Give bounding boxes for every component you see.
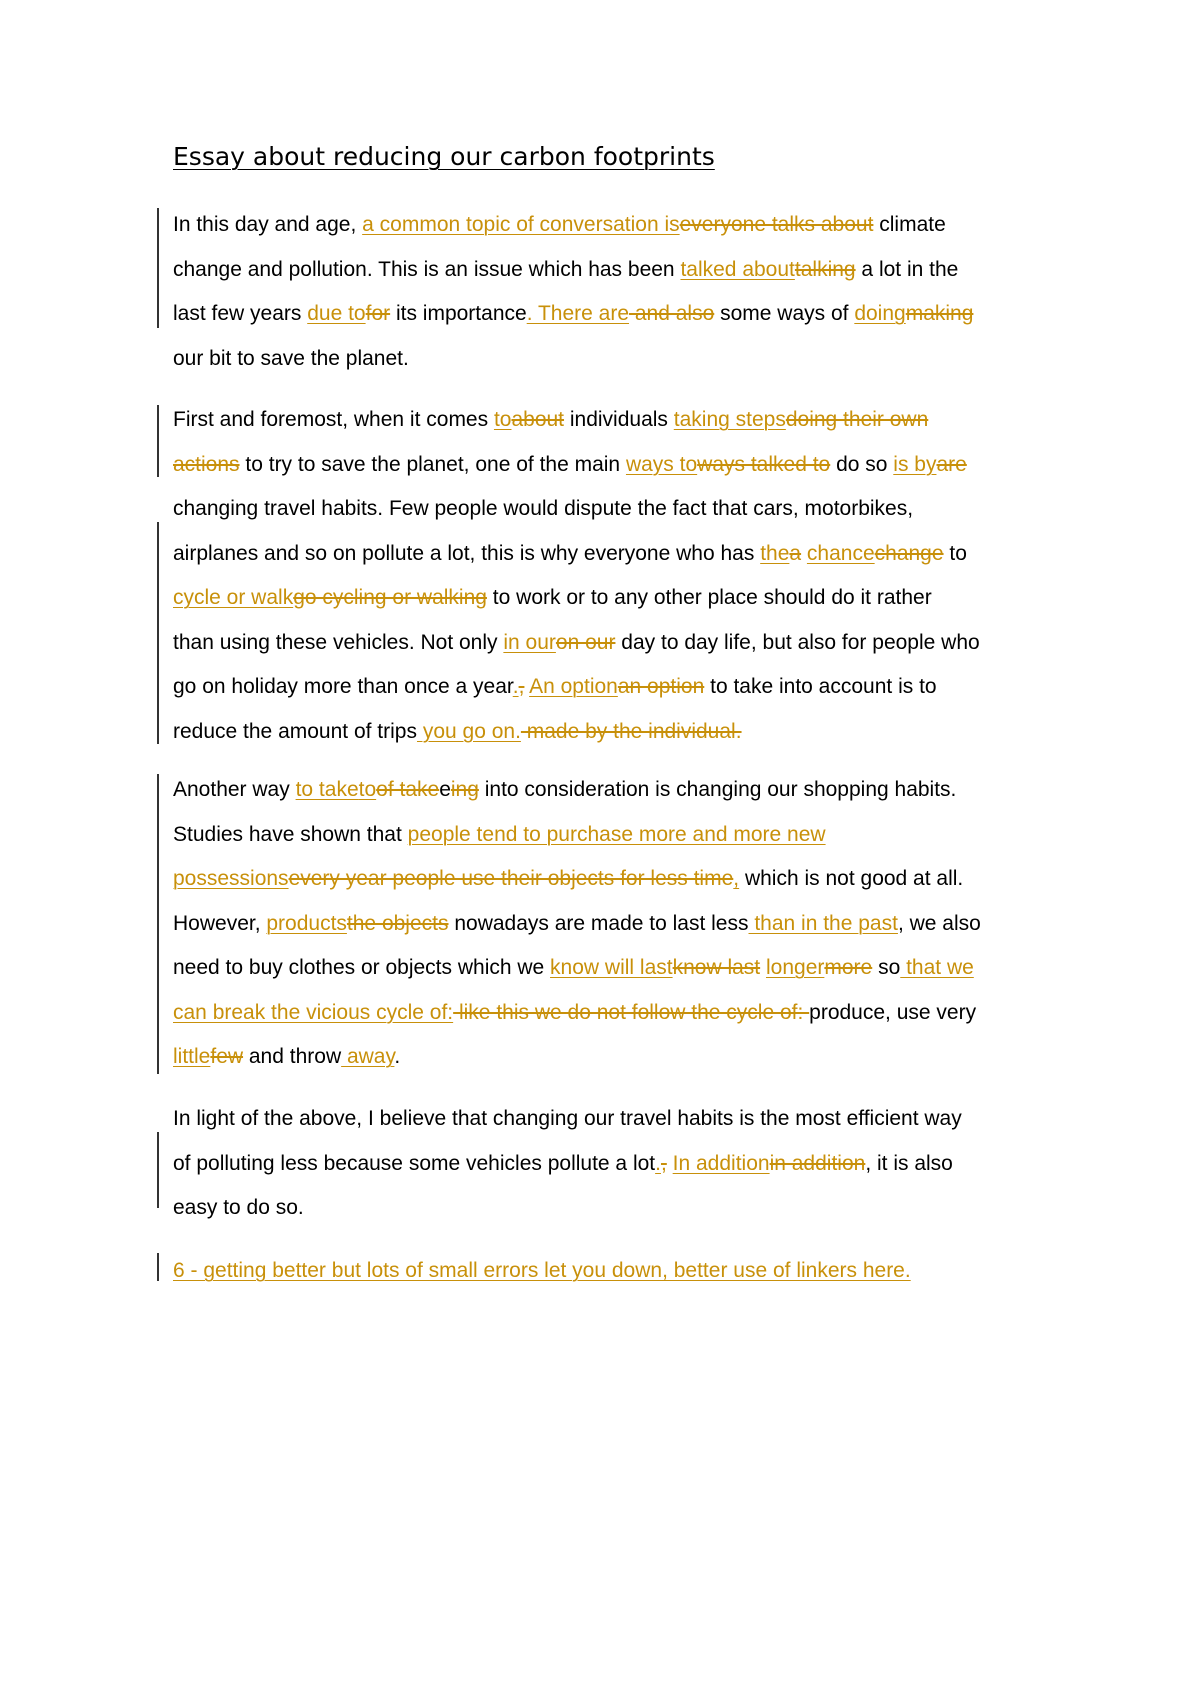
paragraph-1: [173, 203, 1053, 381]
deleted-text: talking: [794, 257, 856, 281]
text-line: [173, 991, 1053, 1036]
inserted-text: the: [760, 541, 790, 565]
inserted-text: away: [341, 1045, 395, 1068]
body-text: Another way: [173, 778, 296, 801]
body-text: our bit to save the planet.: [173, 346, 409, 370]
deleted-text: know last: [672, 956, 761, 979]
body-text: Studies have shown that: [173, 822, 408, 846]
body-text: First and foremost, when it comes: [173, 408, 494, 431]
body-text: some ways of: [714, 302, 855, 325]
change-bar: [157, 1253, 159, 1281]
deleted-text: on our: [555, 630, 616, 654]
inserted-text: that we: [900, 956, 974, 979]
body-text: reduce the amount of trips: [173, 719, 417, 743]
body-text: its importance: [390, 302, 527, 325]
body-text: do so: [830, 452, 894, 476]
inserted-text: talked about: [680, 257, 795, 281]
body-text: e: [439, 778, 451, 801]
deleted-text: a: [789, 541, 802, 565]
deleted-text: the objects: [346, 911, 449, 935]
inserted-text: cycle or walk: [173, 586, 294, 609]
paragraph-3: [173, 768, 1053, 1080]
text-line: [173, 1097, 1053, 1142]
body-text: , it is also: [865, 1151, 953, 1175]
inserted-text: . There are: [526, 302, 630, 325]
deleted-text: ways talked to: [697, 452, 831, 476]
paragraph-2: [173, 398, 1053, 754]
deleted-text: of take: [376, 778, 440, 801]
deleted-text: in addition: [769, 1151, 866, 1175]
inserted-text: An option: [529, 675, 618, 698]
body-text: go on holiday more than once a year: [173, 675, 513, 698]
essay-title: Essay about reducing our carbon footprints: [173, 142, 715, 171]
body-text: nowadays are made to last less: [448, 911, 749, 935]
change-bar: [157, 1132, 159, 1208]
inserted-text: ways to: [625, 452, 698, 476]
text-line: [173, 621, 1053, 666]
inserted-text: .: [512, 675, 519, 698]
inserted-text: to: [493, 408, 512, 431]
body-text: climate: [873, 213, 946, 236]
text-line: [173, 443, 1053, 488]
inserted-text: longer: [765, 956, 825, 979]
body-text: so: [872, 956, 901, 979]
body-text: In light of the above, I believe that changing our travel habits is the most efficient way: [173, 1107, 962, 1130]
inserted-text: know will last: [550, 956, 673, 979]
body-text: to work or to any other place should do it rather: [486, 586, 932, 609]
body-text: day to day life, but also for people who: [615, 630, 980, 654]
inserted-text: a common topic of conversation is: [362, 213, 680, 236]
comment-text: 6 - getting better but lots of small errors let you down, better use of linkers here.: [173, 1259, 911, 1282]
inserted-text: you go on.: [416, 719, 521, 743]
text-line: [173, 487, 1053, 532]
deleted-text: ing: [450, 778, 479, 801]
inserted-text: taking steps: [673, 408, 786, 431]
body-text: In this day and age,: [173, 213, 363, 236]
body-text: airplanes and so on pollute a lot, this is why everyone who has: [173, 541, 761, 565]
body-text: to take into account is to: [704, 675, 937, 698]
deleted-text: every year people use their objects for less time: [288, 867, 734, 890]
inserted-text: in our: [503, 630, 556, 654]
inserted-text: In addition: [672, 1151, 770, 1175]
inserted-text: to take: [295, 778, 359, 801]
deleted-text: like this we do not follow the cycle of:: [453, 1000, 810, 1024]
inserted-text: possessions: [173, 867, 289, 890]
text-line: [173, 1035, 1053, 1080]
text-line: [173, 710, 1053, 755]
body-text: However,: [173, 911, 267, 935]
inserted-text: chance: [806, 541, 875, 565]
deleted-text: ,: [518, 675, 525, 698]
inserted-text: doing: [854, 302, 906, 325]
deleted-text: everyone talks about: [679, 213, 874, 236]
text-line: [173, 532, 1053, 577]
change-bar: [157, 405, 159, 477]
inserted-text: to: [358, 778, 377, 801]
deleted-text: ,: [660, 1151, 667, 1175]
body-text: change and pollution. This is an issue which has been: [173, 257, 681, 281]
change-bar: [157, 774, 159, 1074]
body-text: .: [394, 1045, 401, 1068]
deleted-text: more: [824, 956, 873, 979]
deleted-text: making: [905, 302, 974, 325]
body-text: which is not good at all.: [739, 867, 964, 890]
change-bar: [157, 208, 159, 328]
body-text: produce, use very: [809, 1000, 977, 1024]
deleted-text: about: [511, 408, 565, 431]
body-text: and throw: [243, 1045, 342, 1068]
deleted-text: few: [210, 1045, 244, 1068]
body-text: changing travel habits. Few people would dispute the fact that cars, motorbikes,: [173, 497, 914, 520]
inserted-text: is by: [893, 452, 937, 476]
inserted-text: due to: [307, 302, 366, 325]
teacher-comment: [173, 1249, 1053, 1294]
deleted-text: are: [936, 452, 967, 476]
text-line: [173, 1142, 1053, 1187]
deleted-text: for: [365, 302, 391, 325]
inserted-text: than in the past: [748, 911, 898, 935]
text-line: [173, 337, 1053, 382]
inserted-text: ,: [733, 867, 740, 890]
body-text: to: [943, 541, 967, 565]
text-line: [173, 813, 1053, 858]
text-line: [173, 292, 1053, 337]
deleted-text: actions: [173, 452, 240, 476]
body-text: last few years: [173, 302, 308, 325]
body-text: a lot in the: [855, 257, 959, 281]
deleted-text: go cycling or walking: [293, 586, 487, 609]
text-line: [173, 946, 1053, 991]
inserted-text: people tend to purchase more and more new: [407, 822, 826, 846]
paragraph-4: [173, 1097, 1053, 1231]
text-line: [173, 576, 1053, 621]
body-text: individuals: [564, 408, 674, 431]
body-text: to try to save the planet, one of the main: [239, 452, 626, 476]
text-line: [173, 768, 1053, 813]
text-line: [173, 398, 1053, 443]
inserted-text: can break the vicious cycle of:: [173, 1000, 454, 1024]
body-text: , we also: [897, 911, 981, 935]
deleted-text: made by the individual.: [520, 719, 742, 743]
body-text: than using these vehicles. Not only: [173, 630, 504, 654]
body-text: easy to do so.: [173, 1196, 304, 1219]
text-line: [173, 203, 1053, 248]
body-text: into consideration is changing our shopping habits.: [478, 778, 957, 801]
text-line: [173, 902, 1053, 947]
body-text: of polluting less because some vehicles pollute a lot: [173, 1151, 656, 1175]
text-line: [173, 857, 1053, 902]
deleted-text: change: [874, 541, 944, 565]
deleted-text: doing their own: [785, 408, 929, 431]
text-line: [173, 1186, 1053, 1231]
inserted-text: little: [173, 1045, 211, 1068]
deleted-text: and also: [629, 302, 715, 325]
inserted-text: .: [655, 1151, 661, 1175]
body-text: need to buy clothes or objects which we: [173, 956, 551, 979]
deleted-text: an option: [617, 675, 705, 698]
change-bar: [157, 522, 159, 744]
text-line: [173, 248, 1053, 293]
text-line: [173, 665, 1053, 710]
inserted-text: products: [266, 911, 347, 935]
